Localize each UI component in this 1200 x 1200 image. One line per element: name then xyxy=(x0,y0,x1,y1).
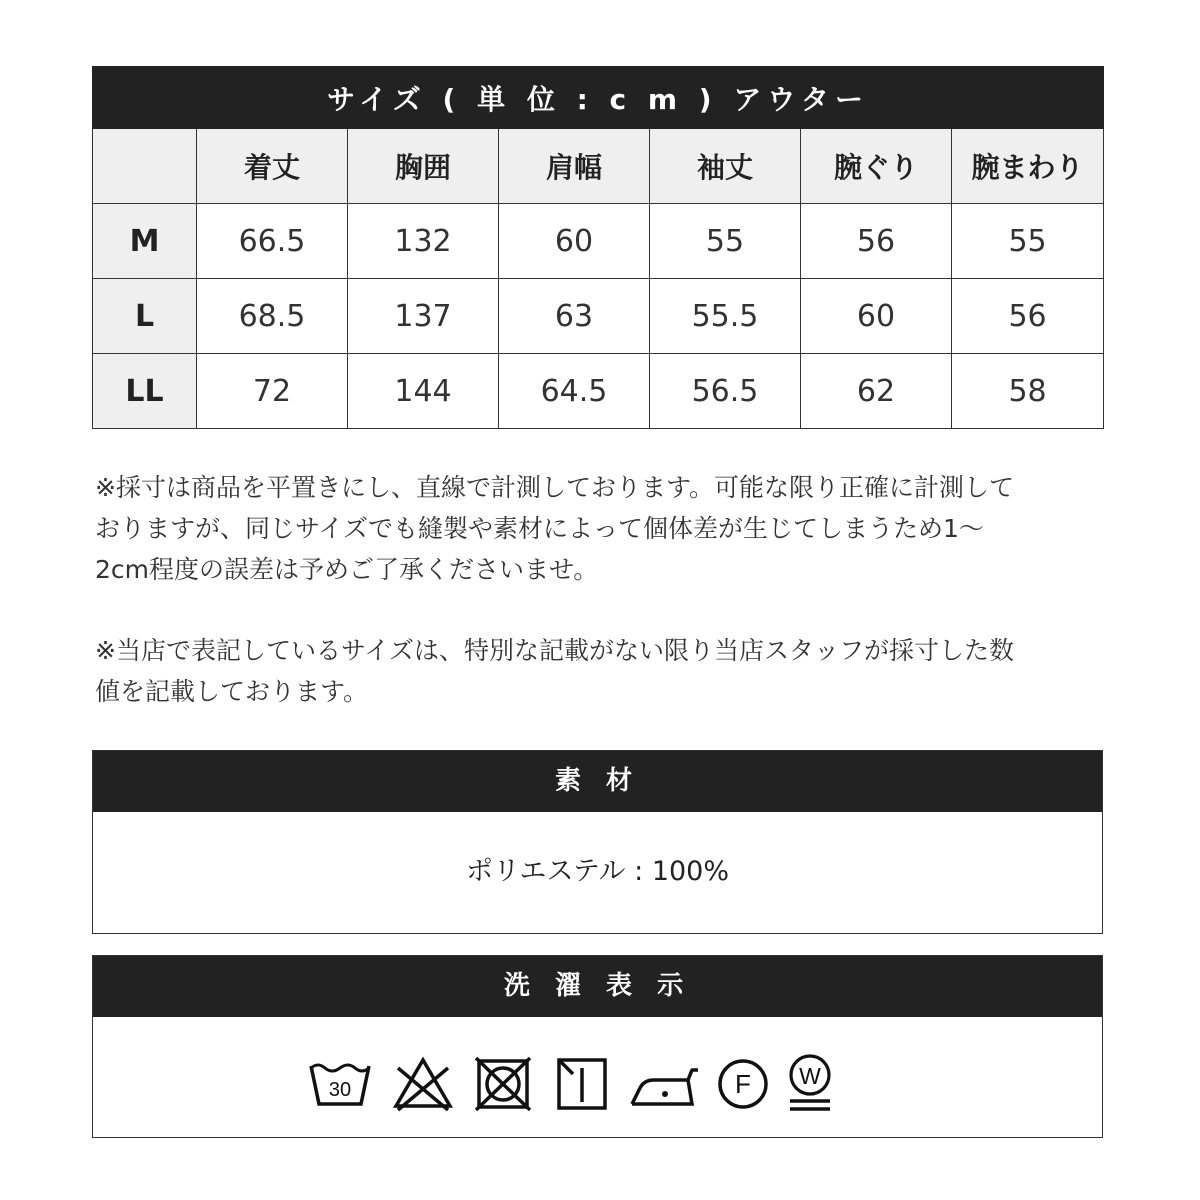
material-header: 素 材 xyxy=(93,751,1102,812)
table-cell: 55.5 xyxy=(650,279,801,354)
no-bleach-icon xyxy=(392,1056,454,1112)
note-line: ※当店で表記しているサイズは、特別な記載がない限り当店スタッフが採寸した数 xyxy=(95,636,1014,665)
table-corner-cell xyxy=(93,129,197,204)
table-cell: 63 xyxy=(499,279,650,354)
wash-30-icon xyxy=(307,1056,373,1112)
column-header-armhole: 腕ぐり xyxy=(801,129,952,204)
table-cell: 56 xyxy=(801,204,952,279)
table-cell: 55 xyxy=(650,204,801,279)
table-cell: 144 xyxy=(348,354,499,429)
table-row xyxy=(93,279,1104,354)
table-row xyxy=(93,354,1104,429)
table-cell: 58 xyxy=(952,354,1104,429)
column-header-arm-circumference: 腕まわり xyxy=(952,129,1104,204)
material-section xyxy=(92,750,1103,934)
dry-clean-letter: F xyxy=(735,1069,751,1099)
table-cell: 56.5 xyxy=(650,354,801,429)
dry-clean-f-icon xyxy=(716,1056,770,1112)
care-header: 洗 濯 表 示 xyxy=(93,956,1102,1017)
note-line: 2cm程度の誤差は予めご了承くださいませ。 xyxy=(95,555,599,584)
wet-clean-letter: W xyxy=(799,1063,821,1089)
table-cell: 132 xyxy=(348,204,499,279)
care-icons-row xyxy=(307,1053,834,1115)
material-value: ポリエステル : 100% xyxy=(465,856,730,887)
column-header-length: 着丈 xyxy=(197,129,348,204)
table-cell: 66.5 xyxy=(197,204,348,279)
size-table-title: サイズ ( 単 位 : c m ) アウター xyxy=(93,67,1104,129)
no-tumble-dry-icon xyxy=(474,1056,532,1112)
table-cell: 55 xyxy=(952,204,1104,279)
table-cell: 60 xyxy=(499,204,650,279)
wash-temp-label: 30 xyxy=(328,1079,352,1101)
column-header-shoulder: 肩幅 xyxy=(499,129,650,204)
measurement-note xyxy=(95,467,1105,590)
table-cell: 68.5 xyxy=(197,279,348,354)
iron-low-icon xyxy=(628,1056,700,1112)
note-line: ※採寸は商品を平置きにし、直線で計測しております。可能な限り正確に計測して xyxy=(95,473,1014,502)
table-cell: 60 xyxy=(801,279,952,354)
note-line: おりますが、同じサイズでも縫製や素材によって個体差が生じてしまうため1～ xyxy=(95,514,984,543)
row-label-size: L xyxy=(93,279,197,354)
care-section xyxy=(92,955,1103,1138)
table-cell: 72 xyxy=(197,354,348,429)
row-label-size: M xyxy=(93,204,197,279)
row-label-size: LL xyxy=(93,354,197,429)
note-line: 値を記載しております。 xyxy=(95,677,369,706)
line-dry-shade-icon xyxy=(556,1056,608,1112)
wet-clean-w-icon xyxy=(786,1053,834,1115)
table-cell: 62 xyxy=(801,354,952,429)
table-row xyxy=(93,204,1104,279)
table-cell: 56 xyxy=(952,279,1104,354)
column-header-chest: 胸囲 xyxy=(348,129,499,204)
table-cell: 64.5 xyxy=(499,354,650,429)
care-icons-area xyxy=(93,1017,1102,1137)
size-table xyxy=(92,66,1104,429)
size-notice-note xyxy=(95,630,1105,712)
table-cell: 137 xyxy=(348,279,499,354)
column-header-sleeve: 袖丈 xyxy=(650,129,801,204)
